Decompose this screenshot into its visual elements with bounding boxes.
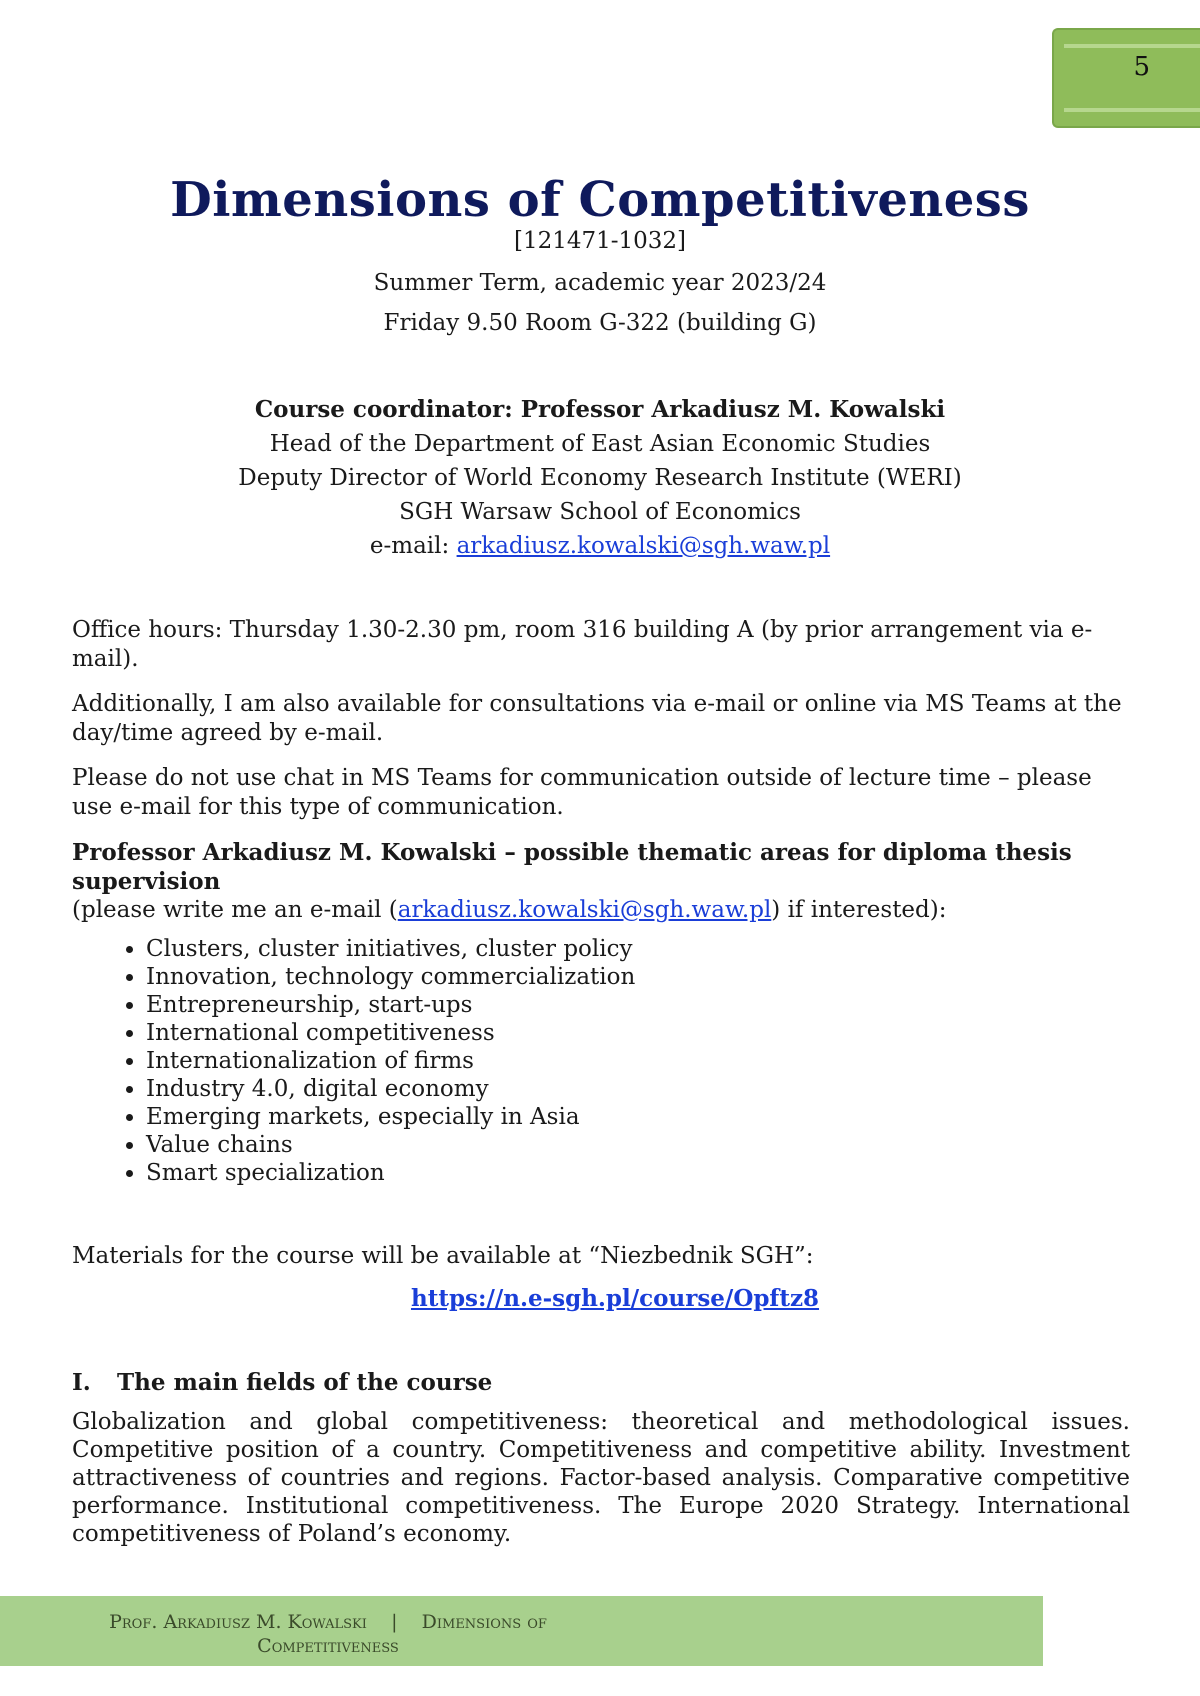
page-title: Dimensions of Competitiveness — [170, 172, 1030, 228]
page-footer — [0, 1596, 1043, 1666]
materials-url-line — [0, 1285, 1200, 1312]
list-item: • Value chains — [146, 1131, 635, 1159]
course-term: Summer Term, academic year 2023/24 — [373, 270, 827, 296]
chat-note: Please do not use chat in MS Teams for communication outside of lecture time – please use e-mail for this type of communication. — [72, 765, 1092, 820]
list-item: • Innovation, technology commercialization — [146, 963, 635, 991]
thesis-heading: Professor Arkadiusz M. Kowalski – possible thematic areas for diploma thesis supervision — [72, 839, 1072, 895]
section-title: The main fields of the course — [117, 1369, 493, 1396]
list-item: • Smart specialization — [146, 1159, 635, 1187]
list-item: • Industry 4.0, digital economy — [146, 1075, 635, 1103]
thesis-note-suffix: ) if interested): — [771, 897, 947, 923]
footer-separator: | — [391, 1611, 398, 1633]
thesis-topics-list — [72, 935, 635, 1187]
coordinator-block — [0, 393, 1200, 563]
coordinator-label: Course coordinator: Professor Arkadiusz M. Kowalski — [254, 396, 946, 423]
coordinator-email-line — [0, 529, 1200, 563]
office-hours: Office hours: Thursday 1.30-2.30 pm, room 316 building A (by prior arrangement via e-mail). — [72, 617, 1093, 672]
list-item: • Entrepreneurship, start-ups — [146, 991, 635, 1019]
section-text: Globalization and global competitiveness: theoretical and methodological issues. Competitive position of a country. Competitiveness and competitive ability. Investment attractiveness of countries and regions. Factor-based analysis. Comparative competitive performance. Institutional competitiveness. The Europe 2020 Strategy. International competitiveness of Poland’s economy. — [72, 1409, 1130, 1547]
coordinator-email-link[interactable]: arkadiusz.kowalski@sgh.waw.pl — [456, 533, 831, 559]
course-schedule: Friday 9.50 Room G-322 (building G) — [383, 310, 817, 336]
materials-text: Materials for the course will be available at “Niezbednik SGH”: — [72, 1243, 814, 1269]
section-heading — [72, 1368, 1130, 1397]
list-item: • Clusters, cluster initiatives, cluster policy — [146, 935, 635, 963]
coordinator-role-2: Deputy Director of World Economy Research Institute (WERI) — [238, 465, 962, 491]
consultations-note: Additionally, I am also available for consultations via e-mail or online via MS Teams at the day/time agreed by e-mail. — [72, 691, 1122, 746]
badge-stripe-top — [1064, 44, 1200, 48]
thesis-note-prefix: (please write me an e-mail ( — [72, 897, 398, 923]
coordinator-school: SGH Warsaw School of Economics — [399, 499, 801, 525]
page-number-badge — [1052, 28, 1200, 128]
footer-author: Prof. Arkadiusz M. Kowalski — [109, 1611, 367, 1633]
materials-link[interactable]: https://n.e-sgh.pl/course/Opftz8 — [410, 1285, 820, 1312]
section-number: I. — [72, 1369, 91, 1396]
page-number: 5 — [1133, 52, 1150, 82]
email-label: e-mail: — [369, 533, 457, 559]
footer-course: Dimensions of Competitiveness — [257, 1611, 547, 1657]
thesis-email-link[interactable]: arkadiusz.kowalski@sgh.waw.pl — [397, 897, 772, 923]
course-code: [121471-1032] — [513, 228, 687, 254]
badge-stripe-bottom — [1064, 108, 1200, 112]
thesis-note — [72, 896, 1130, 925]
coordinator-role-1: Head of the Department of East Asian Economic Studies — [269, 431, 931, 457]
list-item: • International competitiveness — [146, 1019, 635, 1047]
footer-text — [48, 1610, 608, 1658]
list-item: • Internationalization of firms — [146, 1047, 635, 1075]
list-item: • Emerging markets, especially in Asia — [146, 1103, 635, 1131]
